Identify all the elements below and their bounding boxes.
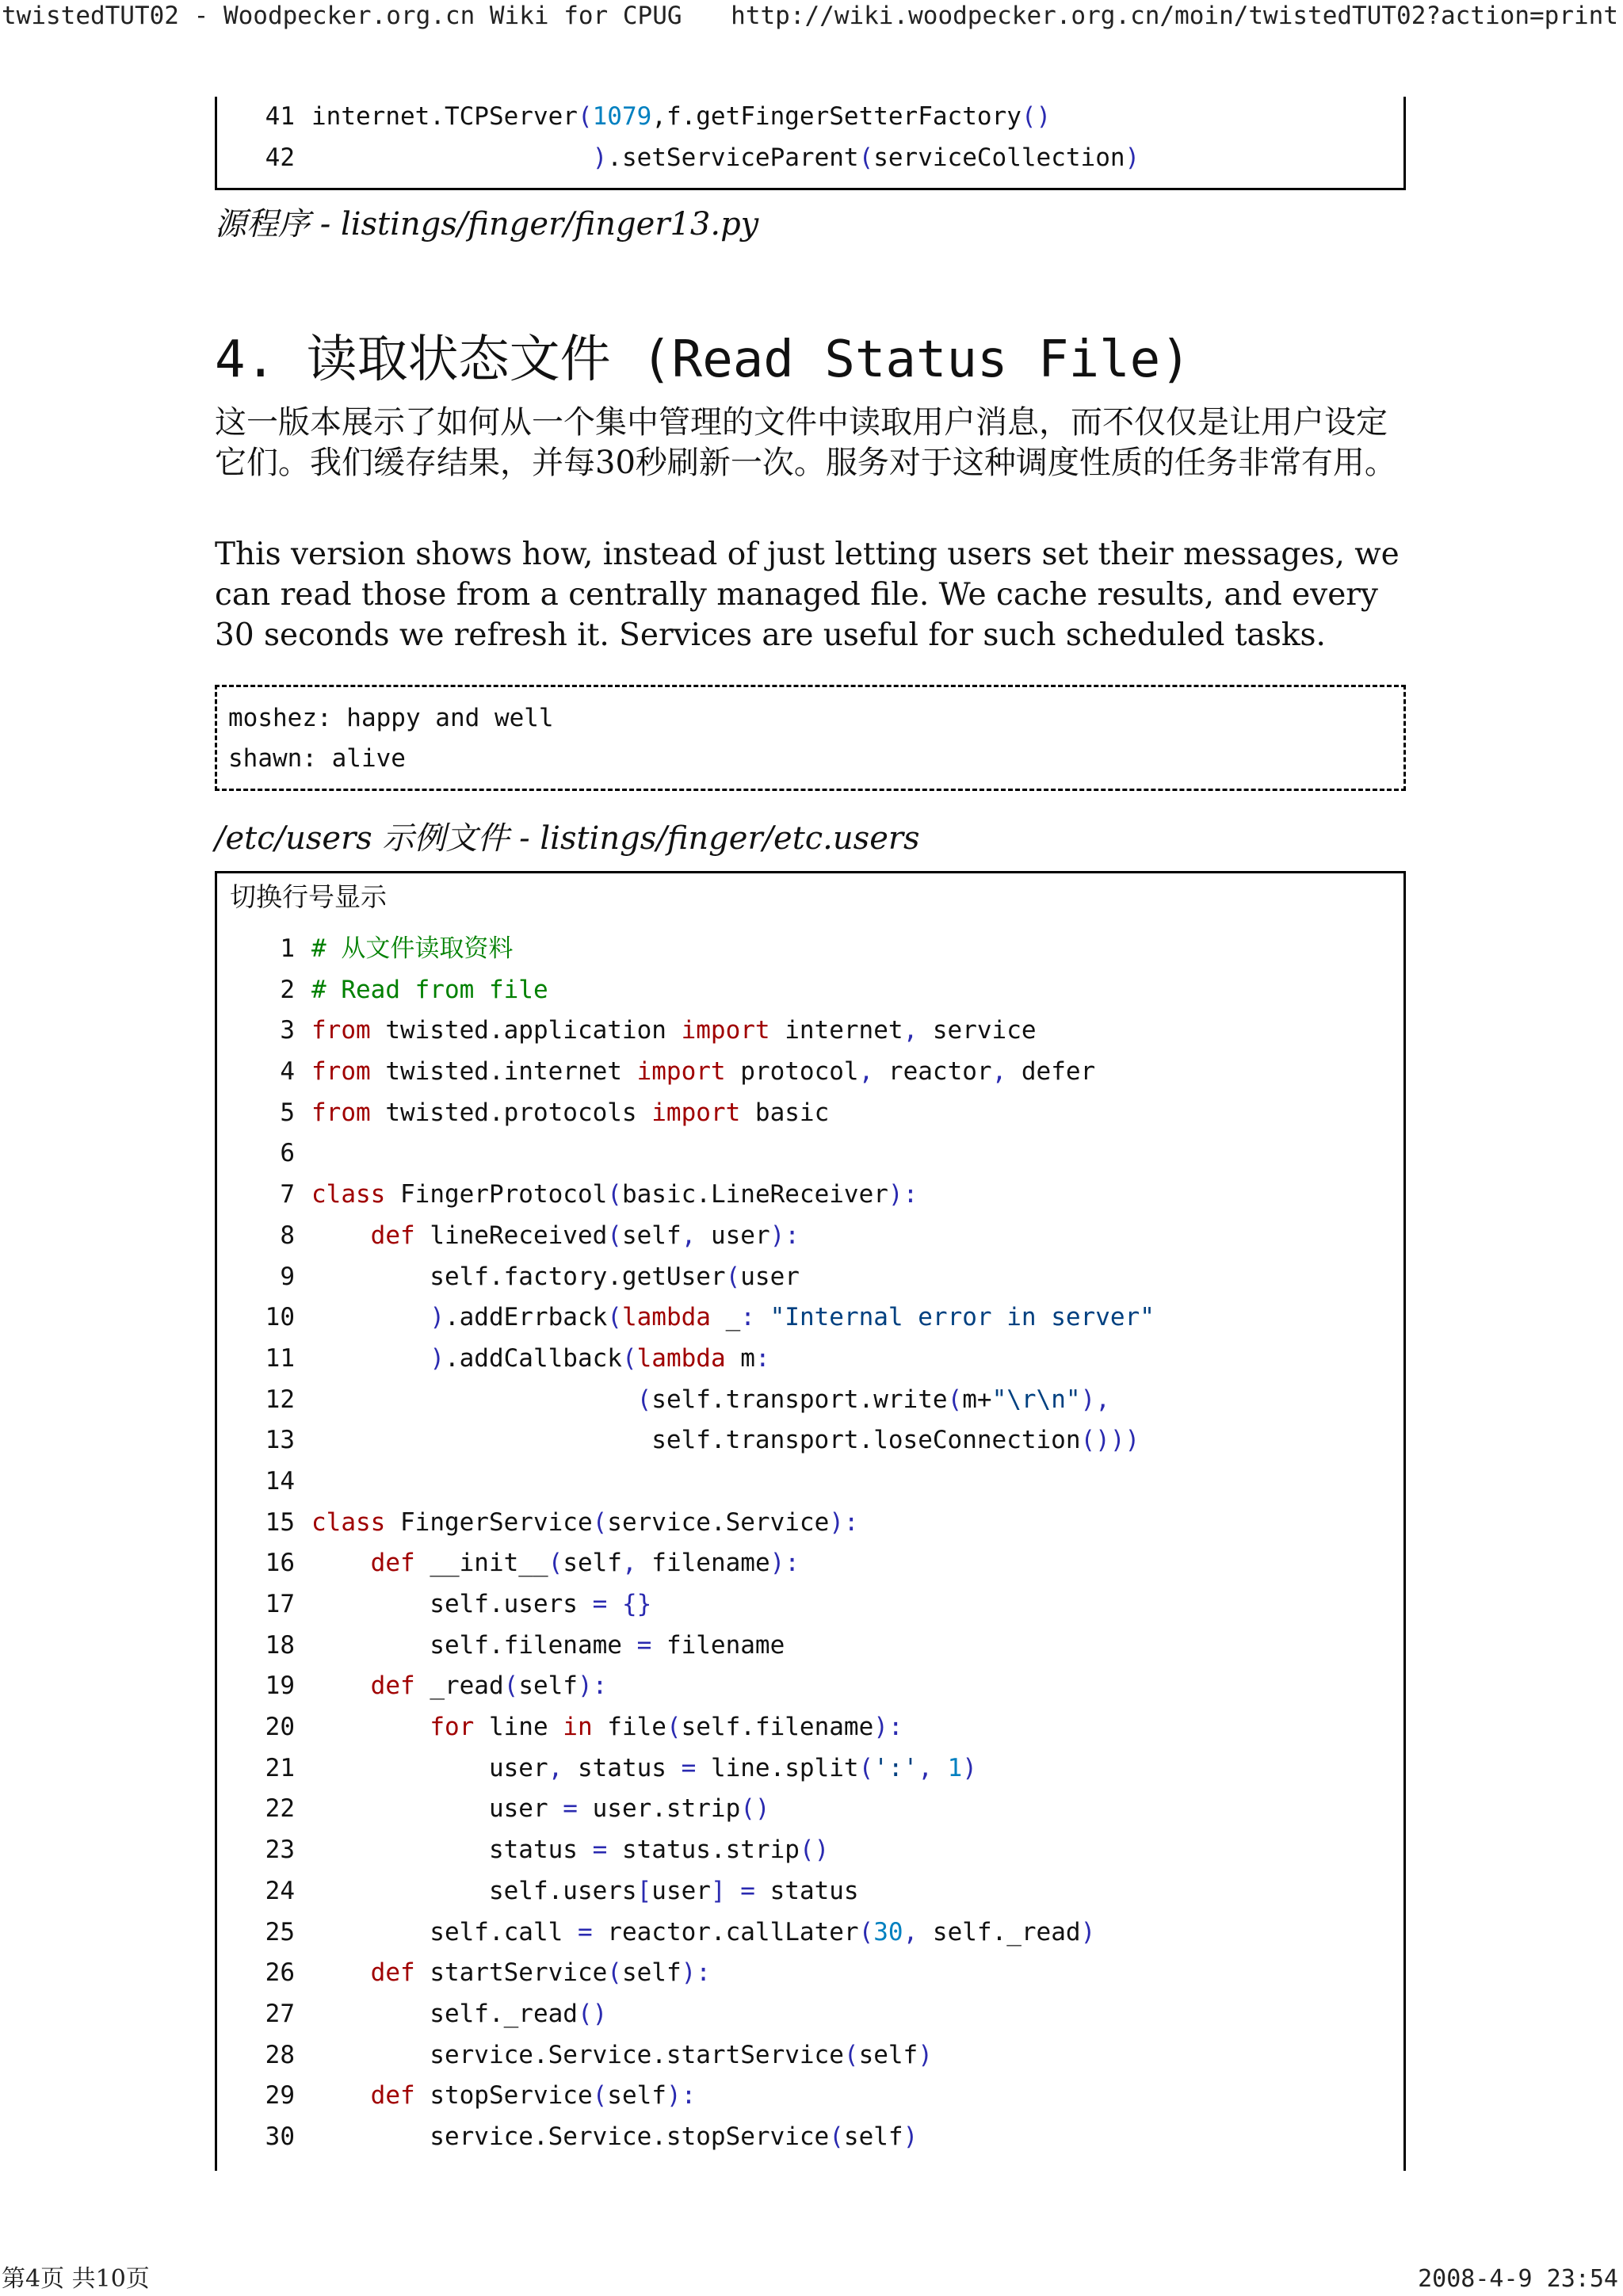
code-text: def stopService(self): xyxy=(370,2081,697,2111)
code-line xyxy=(217,1503,1403,1544)
code-line xyxy=(217,1871,1403,1912)
code-line xyxy=(217,1420,1403,1461)
print-header xyxy=(0,0,1623,32)
line-number: 41 xyxy=(265,102,295,131)
line-number: 2 xyxy=(280,975,295,1004)
paragraph-zh: 这一版本展示了如何从一个集中管理的文件中读取用户消息，而不仅仅是让用户设定它们。我们缓存结果，并每30秒刷新一次。服务对于这种调度性质的任务非常有用。 xyxy=(215,404,1396,481)
code-text: self.call = reactor.callLater(30, self._read) xyxy=(311,1917,1096,1946)
code-line xyxy=(217,1010,1403,1052)
line-number: 28 xyxy=(265,2040,295,2069)
code-line xyxy=(217,1216,1403,1257)
line-number: 25 xyxy=(265,1917,295,1946)
code-line xyxy=(217,1380,1403,1421)
section-title-zh: 读取状态文件 xyxy=(306,330,611,389)
paragraph-en: This version shows how, instead of just letting users set their messages, we can read those from a centrally managed file. We cache results, and every 30 seconds we refresh it. Services are useful for such scheduled tasks. xyxy=(215,537,1400,653)
code-text: status = status.strip() xyxy=(311,1836,830,1865)
section-number: 4. xyxy=(215,330,277,389)
line-number: 24 xyxy=(265,1876,295,1905)
line-number: 5 xyxy=(280,1098,295,1127)
code-line xyxy=(217,1912,1403,1954)
line-number: 13 xyxy=(265,1426,295,1455)
line-number: 8 xyxy=(280,1221,295,1250)
code-line xyxy=(217,1133,1403,1175)
code-text: from twisted.application import internet, service xyxy=(311,1016,1037,1045)
section-title-en: (Read Status File) xyxy=(641,330,1191,389)
code-line xyxy=(217,1707,1403,1748)
code-text: from twisted.protocols import basic xyxy=(311,1098,830,1127)
code-text: ).addErrback(lambda _: "Internal error in server" xyxy=(430,1303,1155,1332)
code-text: service.Service.startService(self) xyxy=(311,2040,933,2069)
sample-file-lines xyxy=(228,698,554,779)
code-text: def _read(self): xyxy=(370,1671,608,1701)
code-line xyxy=(217,2117,1403,2158)
code-text: ).addCallback(lambda m: xyxy=(430,1343,770,1373)
line-number: 4 xyxy=(280,1057,295,1087)
code-text: ).setServiceParent(serviceCollection) xyxy=(592,143,1140,172)
code-text: internet.TCPServer(1079,f.getFingerSetterFactory() xyxy=(311,102,1052,131)
listing-caption: 源程序 - listings/finger/finger13.py xyxy=(215,206,759,243)
line-number: 9 xyxy=(280,1262,295,1291)
code-line xyxy=(217,1748,1403,1790)
code-text: # Read from file xyxy=(311,975,548,1004)
code-line xyxy=(217,1461,1403,1503)
code-text: self.filename = filename xyxy=(311,1630,785,1660)
code-listing-main xyxy=(215,871,1406,2171)
code-text: for line in file(self.filename): xyxy=(430,1713,903,1742)
line-number: 10 xyxy=(265,1303,295,1332)
code-text: from twisted.internet import protocol, reactor, defer xyxy=(311,1057,1096,1087)
code-text: user = user.strip() xyxy=(311,1794,770,1824)
line-number: 15 xyxy=(265,1507,295,1537)
line-number: 11 xyxy=(265,1343,295,1373)
code-line xyxy=(217,97,1403,138)
code-line xyxy=(217,138,1403,179)
code-text: service.Service.stopService(self) xyxy=(311,2122,918,2151)
line-number: 3 xyxy=(280,1016,295,1045)
code-lines xyxy=(217,97,1403,178)
line-number: 23 xyxy=(265,1836,295,1865)
code-line xyxy=(217,929,1403,970)
code-text: self.users[user] = status xyxy=(311,1876,859,1905)
line-number: 19 xyxy=(265,1671,295,1701)
line-number: 22 xyxy=(265,1794,295,1824)
sample-file-caption: /etc/users 示例文件 - listings/finger/etc.users xyxy=(215,820,920,857)
code-line xyxy=(217,1584,1403,1626)
code-line xyxy=(217,1953,1403,1994)
toggle-line-numbers-link[interactable]: 切换行号显示 xyxy=(230,881,387,912)
code-text: def lineReceived(self, user): xyxy=(370,1221,800,1250)
sample-file-line: moshez: happy and well xyxy=(228,704,554,732)
code-line xyxy=(217,1093,1403,1134)
line-number: 6 xyxy=(280,1139,295,1168)
sample-file-line: shawn: alive xyxy=(228,744,406,773)
line-number: 21 xyxy=(265,1753,295,1782)
code-line xyxy=(217,1297,1403,1339)
page-count: 第4页 共10页 xyxy=(2,2265,150,2293)
code-line xyxy=(217,1994,1403,2035)
line-number: 12 xyxy=(265,1385,295,1414)
code-lines xyxy=(217,929,1403,2158)
code-text: def startService(self): xyxy=(370,1958,711,1988)
code-text: self.transport.loseConnection())) xyxy=(311,1426,1140,1455)
code-line xyxy=(217,1789,1403,1830)
page-title: twistedTUT02 - Woodpecker.org.cn Wiki for CPUG xyxy=(2,2,682,30)
line-number: 20 xyxy=(265,1713,295,1742)
code-line xyxy=(217,1052,1403,1093)
page-url: http://wiki.woodpecker.org.cn/moin/twistedTUT02?action=print xyxy=(731,2,1618,30)
line-number: 30 xyxy=(265,2122,295,2151)
code-text: self.users = {} xyxy=(311,1590,652,1618)
code-line xyxy=(217,970,1403,1011)
line-number: 16 xyxy=(265,1549,295,1578)
code-line xyxy=(217,2076,1403,2117)
line-number: 17 xyxy=(265,1590,295,1618)
code-line xyxy=(217,1175,1403,1216)
code-text: class FingerService(service.Service): xyxy=(311,1507,859,1537)
code-line xyxy=(217,2035,1403,2076)
line-number: 29 xyxy=(265,2081,295,2111)
code-line xyxy=(217,1626,1403,1667)
code-text: # 从文件读取资料 xyxy=(311,934,514,963)
line-number: 27 xyxy=(265,1999,295,2028)
line-number: 14 xyxy=(265,1466,295,1496)
code-listing-top xyxy=(215,97,1406,190)
line-number: 7 xyxy=(280,1180,295,1209)
code-text: class FingerProtocol(basic.LineReceiver): xyxy=(311,1180,918,1209)
print-datetime: 2008-4-9 23:54 xyxy=(1418,2265,1618,2293)
line-number: 1 xyxy=(280,934,295,963)
line-number: 42 xyxy=(265,143,295,172)
code-line xyxy=(217,1666,1403,1707)
code-text: self._read() xyxy=(311,1999,608,2028)
sample-file-box xyxy=(215,685,1406,791)
section-heading xyxy=(215,328,1191,392)
code-text: def __init__(self, filename): xyxy=(370,1549,800,1578)
code-line xyxy=(217,1257,1403,1298)
line-number: 18 xyxy=(265,1630,295,1660)
code-line xyxy=(217,1830,1403,1871)
code-line xyxy=(217,1339,1403,1380)
print-footer xyxy=(0,2265,1623,2294)
code-line xyxy=(217,1543,1403,1584)
code-text: self.factory.getUser(user xyxy=(311,1262,800,1291)
code-text: (self.transport.write(m+"\r\n"), xyxy=(636,1385,1110,1414)
code-text: user, status = line.split(':', 1) xyxy=(311,1753,977,1782)
line-number: 26 xyxy=(265,1958,295,1988)
